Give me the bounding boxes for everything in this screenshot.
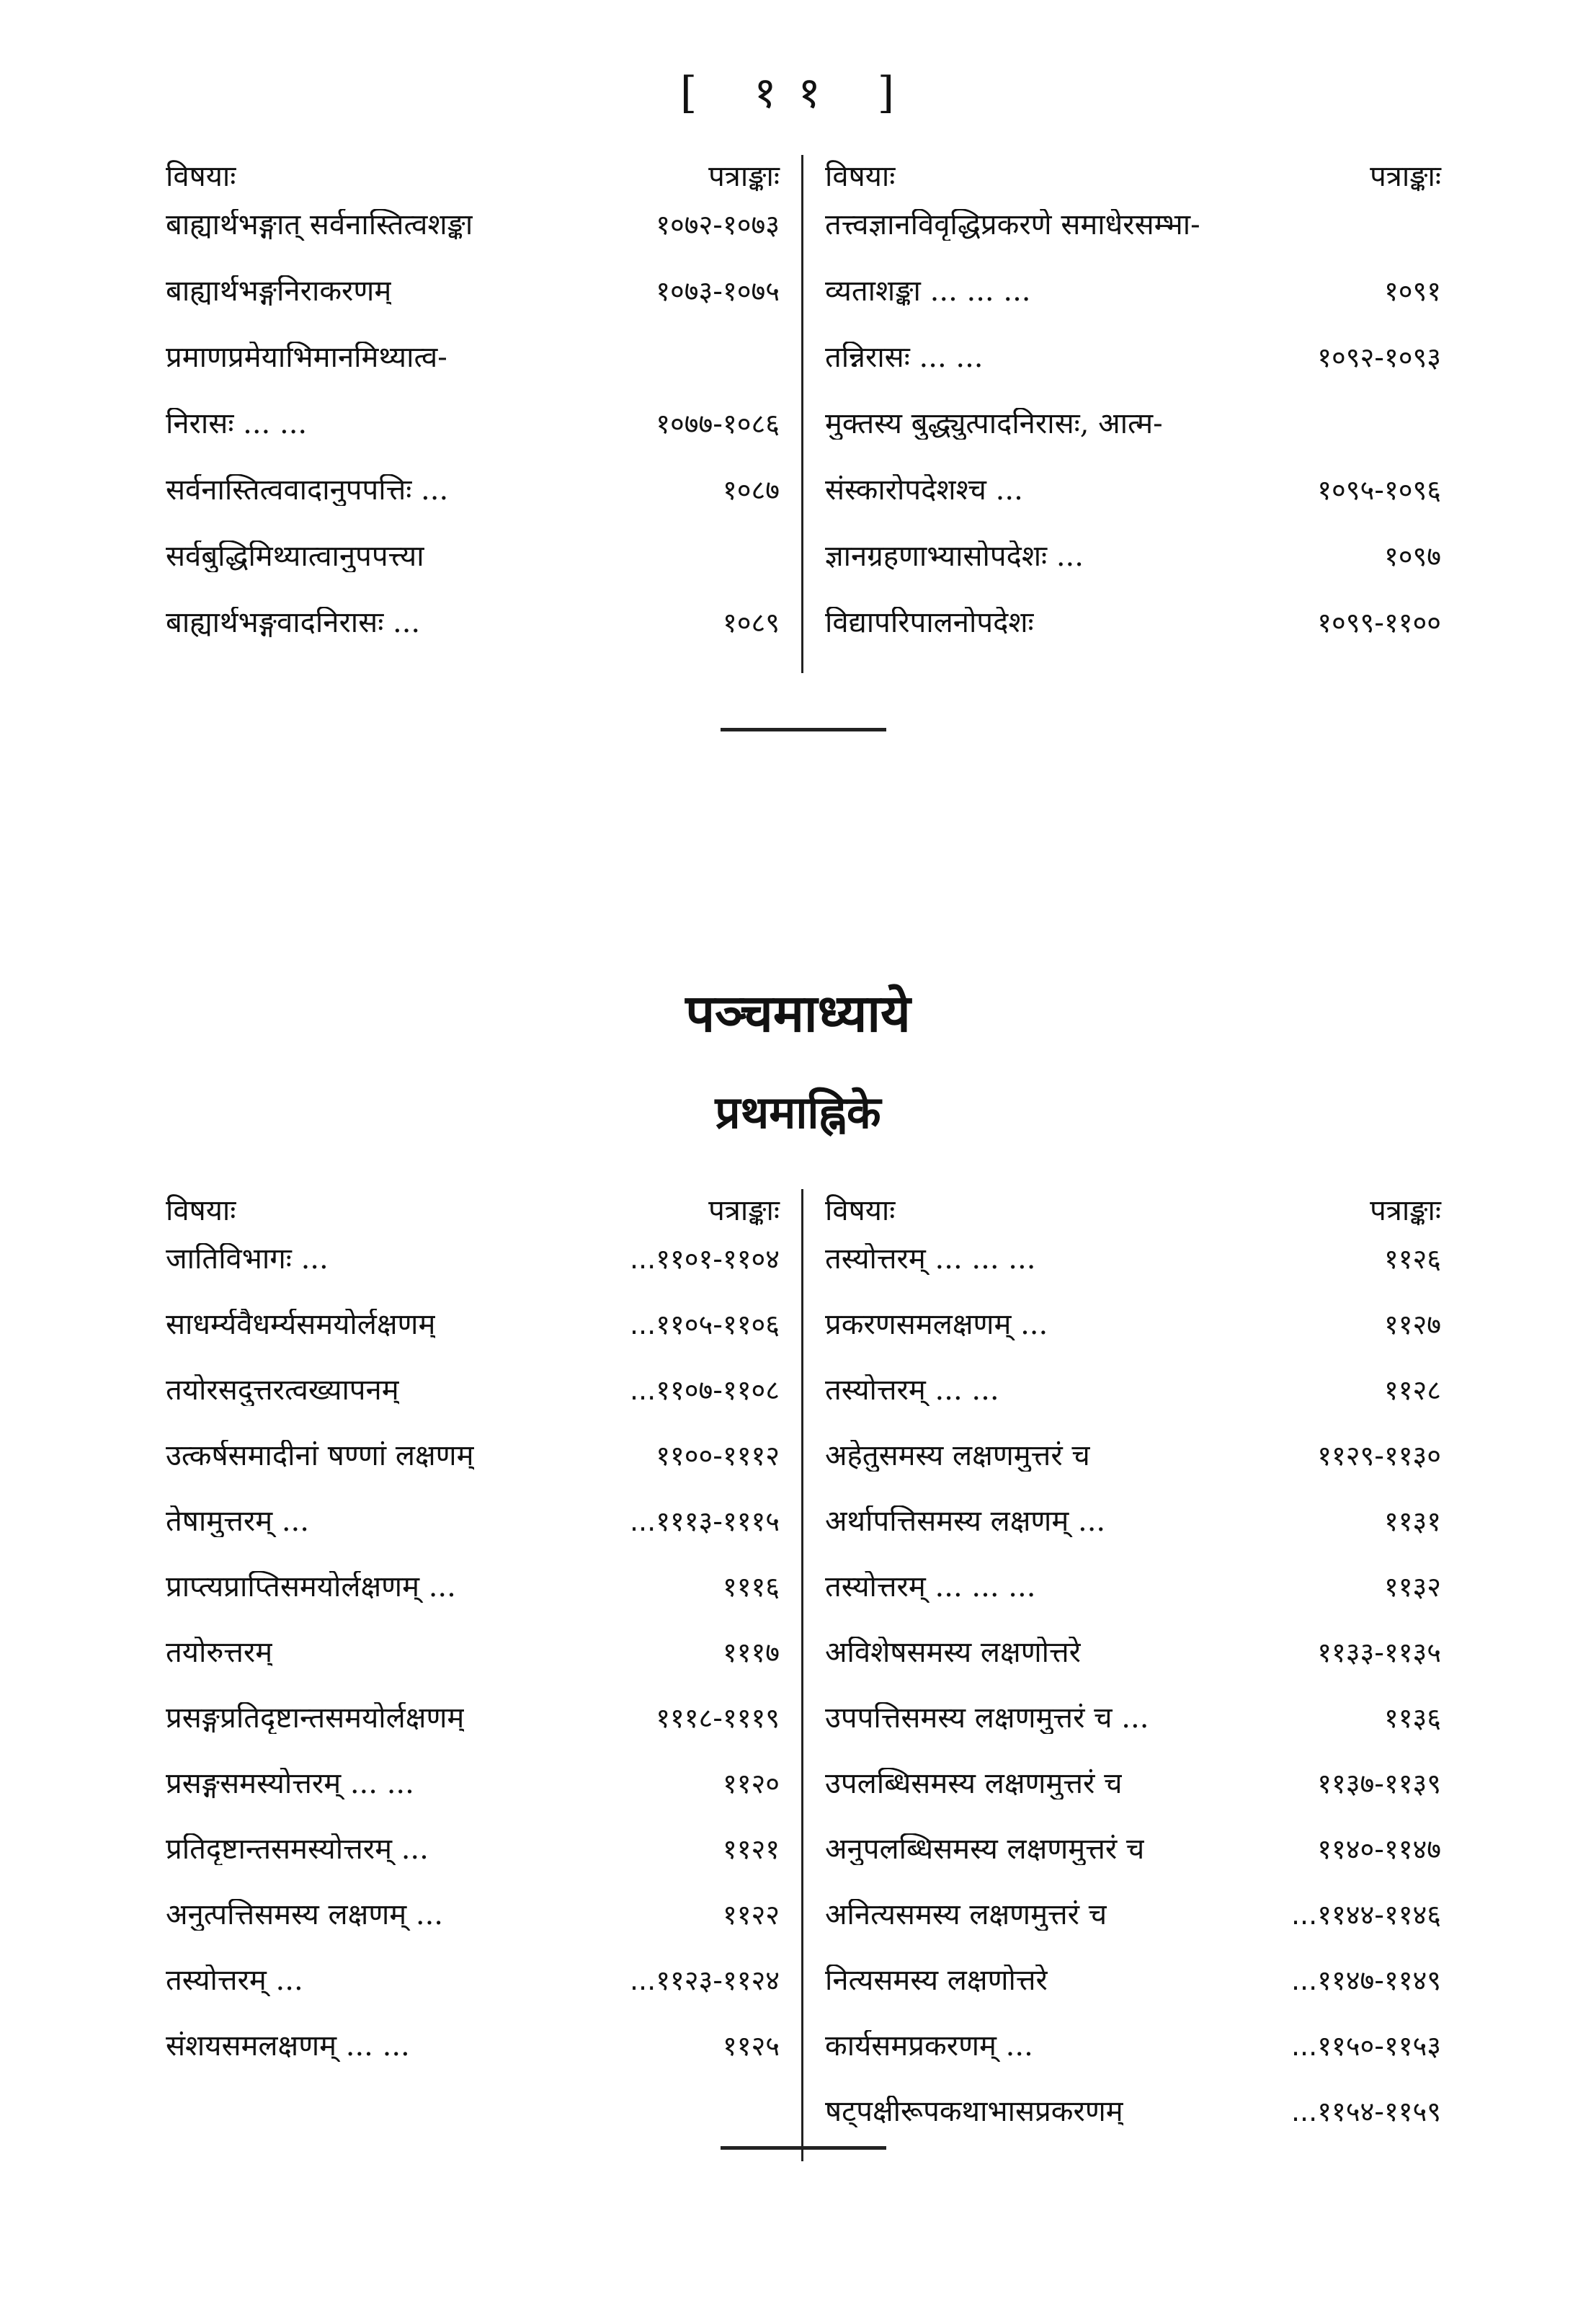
toc-entry-topic: अहेतुसमस्य लक्षणमुत्तरं च bbox=[825, 1440, 1090, 1472]
toc-entry-topic: उपलब्धिसमस्य लक्षणमुत्तरं च bbox=[825, 1768, 1123, 1799]
toc-entry-topic: कार्यसमप्रकरणम् ... bbox=[825, 2030, 1033, 2062]
toc-entry bbox=[166, 1505, 780, 1571]
toc-entry bbox=[166, 2030, 780, 2096]
toc-entry bbox=[166, 607, 780, 673]
toc-entry-pages: ...११४७-११४९ bbox=[1290, 1965, 1441, 1996]
toc-entry-pages: ११३७-११३९ bbox=[1317, 1768, 1441, 1799]
page-number: [ ११ ] bbox=[679, 68, 917, 118]
toc-entry bbox=[166, 1702, 780, 1768]
toc-entry-topic: विद्यापरिपालनोपदेशः bbox=[825, 607, 1034, 639]
toc-entry-pages: ...११२३-११२४ bbox=[629, 1965, 780, 1996]
toc-entry bbox=[166, 408, 780, 474]
toc-entry-pages: ११४०-११४७ bbox=[1317, 1833, 1441, 1865]
toc-entry-pages: ...१११३-१११५ bbox=[629, 1505, 780, 1537]
toc-entry-pages: १०७२-१०७३ bbox=[656, 209, 780, 241]
toc-entry bbox=[166, 1899, 780, 1965]
toc-bottom-left-column bbox=[166, 1189, 803, 2161]
toc-entry-pages: १०७३-१०७५ bbox=[656, 275, 780, 307]
toc-entry-topic: संस्कारोपदेशश्च ... bbox=[825, 474, 1023, 506]
toc-top-left-column bbox=[166, 155, 803, 673]
toc-entry bbox=[166, 1637, 780, 1702]
toc-entry bbox=[825, 1309, 1441, 1374]
toc-entry-pages: १०७७-१०८६ bbox=[656, 408, 780, 440]
toc-entry-topic: संशयसमलक्षणम् ... ... bbox=[166, 2030, 410, 2062]
toc-entry bbox=[166, 209, 780, 275]
toc-entry-pages: ११२७ bbox=[1383, 1309, 1441, 1340]
toc-entry bbox=[825, 2030, 1441, 2096]
column-header bbox=[166, 1189, 780, 1243]
pages-header: पत्राङ्काः bbox=[708, 160, 780, 193]
toc-entry bbox=[166, 1571, 780, 1637]
toc-entry-topic: व्यताशङ्का ... ... ... bbox=[825, 275, 1031, 307]
toc-entry-topic: नित्यसमस्य लक्षणोत्तरे bbox=[825, 1965, 1048, 1996]
column-header bbox=[166, 155, 780, 209]
toc-entry-pages: १०९५-१०९६ bbox=[1317, 474, 1441, 506]
toc-entry bbox=[825, 209, 1441, 275]
toc-entry bbox=[166, 1243, 780, 1309]
toc-entry-pages: ११३२ bbox=[1383, 1571, 1441, 1603]
toc-entry-pages: ११३१ bbox=[1383, 1505, 1441, 1537]
toc-entry-pages: ११२९-११३० bbox=[1317, 1440, 1441, 1472]
toc-entry-topic: अनित्यसमस्य लक्षणमुत्तरं च bbox=[825, 1899, 1107, 1931]
toc-entry-topic: बाह्यार्थभङ्गवादनिरासः ... bbox=[166, 607, 421, 639]
toc-entry bbox=[166, 1965, 780, 2030]
toc-entry bbox=[166, 275, 780, 342]
toc-entry bbox=[166, 1374, 780, 1440]
toc-entry bbox=[166, 1309, 780, 1374]
toc-entry-pages: १११७ bbox=[722, 1637, 780, 1668]
toc-entry-pages: ...११०१-११०४ bbox=[629, 1243, 780, 1275]
toc-top bbox=[166, 155, 1441, 673]
toc-entry bbox=[825, 1768, 1441, 1833]
toc-entry-topic: सर्वनास्तित्ववादानुपपत्तिः ... bbox=[166, 474, 449, 506]
toc-entry-topic: तत्त्वज्ञानविवृद्धिप्रकरणे समाधेरसम्भा- bbox=[825, 209, 1200, 241]
toc-entry-topic: अर्थापत्तिसमस्य लक्षणम् ... bbox=[825, 1505, 1106, 1537]
toc-entry-pages: ...११५०-११५३ bbox=[1290, 2030, 1441, 2062]
toc-entry-topic: प्राप्त्यप्राप्तिसमयोर्लक्षणम् ... bbox=[166, 1571, 456, 1603]
toc-entry-topic: तस्योत्तरम् ... ... ... bbox=[825, 1243, 1036, 1275]
toc-entry bbox=[825, 607, 1441, 673]
toc-entry-topic: मुक्तस्य बुद्ध्युत्पादनिरासः, आत्म- bbox=[825, 408, 1163, 440]
toc-entry-pages: ...११०५-११०६ bbox=[629, 1309, 780, 1340]
toc-entry bbox=[825, 275, 1441, 342]
toc-entry bbox=[825, 1899, 1441, 1965]
toc-entry-topic: तस्योत्तरम् ... ... bbox=[825, 1374, 999, 1406]
toc-entry-topic: बाह्यार्थभङ्गनिराकरणम् bbox=[166, 275, 392, 307]
toc-entry-topic: तन्निरासः ... ... bbox=[825, 342, 984, 373]
toc-entry-topic: ज्ञानग्रहणाभ्यासोपदेशः ... bbox=[825, 540, 1084, 572]
toc-bottom-right-column bbox=[803, 1189, 1441, 2161]
toc-entry bbox=[825, 342, 1441, 408]
toc-entry-topic: तयोरसदुत्तरत्वख्यापनम् bbox=[166, 1374, 399, 1406]
toc-entry bbox=[166, 1768, 780, 1833]
toc-entry-topic: निरासः ... ... bbox=[166, 408, 308, 440]
toc-entry-topic: साधर्म्यवैधर्म्यसमयोर्लक्षणम् bbox=[166, 1309, 436, 1340]
toc-entry-pages: ११३६ bbox=[1383, 1702, 1441, 1734]
toc-entry-pages: १११८-१११९ bbox=[656, 1702, 780, 1734]
toc-entry bbox=[825, 2096, 1441, 2161]
toc-entry-pages: १११६ bbox=[722, 1571, 780, 1603]
toc-top-right-column bbox=[803, 155, 1441, 673]
toc-entry-pages: १०८९ bbox=[722, 607, 780, 639]
pages-header: पत्राङ्काः bbox=[708, 1194, 780, 1227]
toc-entry bbox=[166, 1440, 780, 1505]
toc-entry-pages: १०८७ bbox=[722, 474, 780, 506]
toc-entry-topic: प्रसङ्गसमस्योत्तरम् ... ... bbox=[166, 1768, 414, 1799]
toc-entry-pages: ११२८ bbox=[1383, 1374, 1441, 1406]
toc-entry-topic: उपपत्तिसमस्य लक्षणमुत्तरं च ... bbox=[825, 1702, 1149, 1734]
toc-entry-topic: तेषामुत्तरम् ... bbox=[166, 1505, 309, 1537]
toc-entry-pages: ...११४४-११४६ bbox=[1290, 1899, 1441, 1931]
toc-entry-pages: ११२६ bbox=[1383, 1243, 1441, 1275]
toc-entry-pages: ...११०७-११०८ bbox=[629, 1374, 780, 1406]
toc-entry bbox=[166, 342, 780, 408]
toc-entry-pages: ११२० bbox=[722, 1768, 780, 1799]
toc-entry-topic: जातिविभागः ... bbox=[166, 1243, 329, 1275]
toc-entry bbox=[825, 1505, 1441, 1571]
toc-entry-pages: ...११५४-११५९ bbox=[1290, 2096, 1441, 2127]
toc-entry-topic: प्रतिदृष्टान्तसमस्योत्तरम् ... bbox=[166, 1833, 429, 1865]
toc-entry bbox=[166, 540, 780, 607]
toc-entry bbox=[825, 540, 1441, 607]
toc-entry-topic: तयोरुत्तरम् bbox=[166, 1637, 273, 1668]
pages-header: पत्राङ्काः bbox=[1370, 1194, 1441, 1227]
toc-entry-pages: १०९१ bbox=[1383, 275, 1441, 307]
toc-entry-pages: ११२२ bbox=[722, 1899, 780, 1931]
toc-entry-topic: प्रकरणसमलक्षणम् ... bbox=[825, 1309, 1048, 1340]
toc-entry-topic: सर्वबुद्धिमिथ्यात्वानुपपत्त्या bbox=[166, 540, 424, 572]
toc-entry-topic: उत्कर्षसमादीनां षण्णां लक्षणम् bbox=[166, 1440, 474, 1472]
toc-entry-pages: १०९२-१०९३ bbox=[1317, 342, 1441, 373]
toc-entry bbox=[825, 1243, 1441, 1309]
pages-header: पत्राङ्काः bbox=[1370, 160, 1441, 193]
toc-entry bbox=[825, 1637, 1441, 1702]
section-title: प्रथमाह्निके bbox=[715, 1086, 881, 1139]
toc-entry bbox=[825, 1440, 1441, 1505]
toc-entry-topic: षट्पक्षीरूपकथाभासप्रकरणम् bbox=[825, 2096, 1123, 2127]
column-header bbox=[825, 155, 1441, 209]
separator-rule bbox=[721, 2146, 886, 2150]
toc-entry bbox=[825, 1965, 1441, 2030]
column-header bbox=[825, 1189, 1441, 1243]
chapter-title: पञ्चमाध्याये bbox=[685, 982, 911, 1044]
toc-entry bbox=[166, 1833, 780, 1899]
toc-entry-pages: ११३३-११३५ bbox=[1317, 1637, 1441, 1668]
toc-entry-pages: ११२५ bbox=[722, 2030, 780, 2062]
toc-entry-topic: अनुत्पत्तिसमस्य लक्षणम् ... bbox=[166, 1899, 444, 1931]
topics-header: विषयाः bbox=[825, 160, 896, 193]
toc-entry-pages: ११२१ bbox=[722, 1833, 780, 1865]
toc-entry-topic: तस्योत्तरम् ... bbox=[166, 1965, 303, 1996]
toc-entry-pages: ११००-१११२ bbox=[656, 1440, 780, 1472]
toc-entry-topic: तस्योत्तरम् ... ... ... bbox=[825, 1571, 1036, 1603]
topics-header: विषयाः bbox=[825, 1194, 896, 1227]
toc-entry bbox=[825, 408, 1441, 474]
toc-entry bbox=[825, 1571, 1441, 1637]
toc-entry bbox=[825, 474, 1441, 540]
separator-rule bbox=[721, 728, 886, 731]
toc-bottom bbox=[166, 1189, 1441, 2161]
topics-header: विषयाः bbox=[166, 160, 236, 193]
toc-entry-topic: बाह्यार्थभङ्गात् सर्वनास्तित्वशङ्का bbox=[166, 209, 473, 241]
toc-entry-topic: अविशेषसमस्य लक्षणोत्तरे bbox=[825, 1637, 1081, 1668]
toc-entry bbox=[825, 1374, 1441, 1440]
toc-entry-topic: प्रमाणप्रमेयाभिमानमिथ्यात्व- bbox=[166, 342, 447, 373]
toc-entry-topic: अनुपलब्धिसमस्य लक्षणमुत्तरं च bbox=[825, 1833, 1145, 1865]
toc-entry-pages: १०९७ bbox=[1383, 540, 1441, 572]
toc-entry bbox=[166, 474, 780, 540]
topics-header: विषयाः bbox=[166, 1194, 236, 1227]
toc-entry bbox=[825, 1702, 1441, 1768]
toc-entry-pages: १०९९-११०० bbox=[1317, 607, 1441, 639]
toc-entry bbox=[825, 1833, 1441, 1899]
toc-entry-topic: प्रसङ्गप्रतिदृष्टान्तसमयोर्लक्षणम् bbox=[166, 1702, 465, 1734]
